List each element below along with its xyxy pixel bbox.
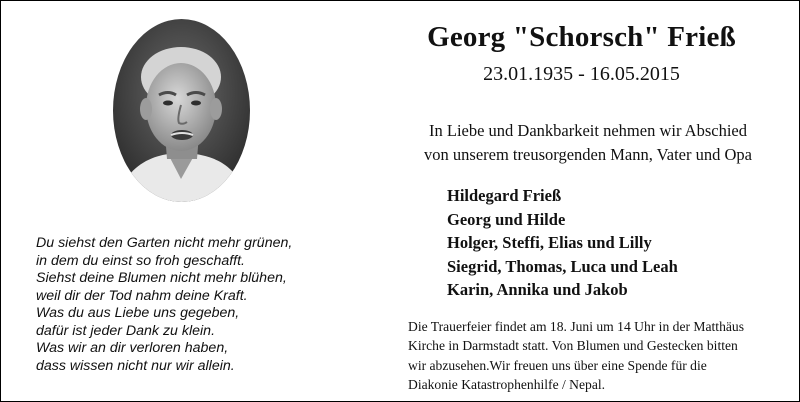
notice-line: Diakonie Katastrophenhilfe / Nepal. bbox=[408, 376, 606, 392]
notice-line: wir abzusehen.Wir freuen uns über eine Spende für die bbox=[408, 357, 707, 373]
mourners-list bbox=[447, 184, 678, 302]
portrait-photo bbox=[113, 19, 250, 202]
funeral-notice bbox=[408, 317, 798, 394]
poem-line: dass wissen nicht nur wir allein. bbox=[36, 357, 235, 374]
life-dates: 23.01.1935 - 16.05.2015 bbox=[483, 63, 680, 85]
farewell-line: In Liebe und Dankbarkeit nehmen wir Abschied bbox=[429, 121, 747, 140]
poem-line: Siehst deine Blumen nicht mehr blühen, bbox=[36, 270, 287, 286]
memorial-poem bbox=[36, 235, 336, 375]
mourner-entry: Holger, Steffi, Elias und Lilly bbox=[447, 233, 652, 252]
poem-line: Was du aus Liebe uns gegeben, bbox=[36, 305, 240, 321]
poem-line: Du siehst den Garten nicht mehr grünen, bbox=[36, 235, 293, 251]
poem-line: dafür ist jeder Dank zu klein. bbox=[36, 322, 216, 339]
poem-line: Was wir an dir verloren haben, bbox=[36, 340, 229, 356]
mourner-entry: Hildegard Frieß bbox=[447, 186, 562, 205]
mourner-entry: Karin, Annika und Jakob bbox=[447, 280, 628, 299]
deceased-name: Georg "Schorsch" Frieß bbox=[427, 21, 736, 53]
notice-line: Die Trauerfeier findet am 18. Juni um 14 Uhr in der Matthäus bbox=[408, 319, 745, 334]
farewell-line: von unserem treusorgenden Mann, Vater und Opa bbox=[424, 145, 752, 164]
poem-line: weil dir der Tod nahm deine Kraft. bbox=[36, 287, 248, 304]
mourner-entry: Georg und Hilde bbox=[447, 209, 566, 229]
mourner-entry: Siegrid, Thomas, Luca und Leah bbox=[447, 256, 678, 276]
farewell-text bbox=[393, 119, 783, 167]
poem-line: in dem du einst so froh geschafft. bbox=[36, 252, 245, 269]
notice-line: Kirche in Darmstadt statt. Von Blumen und Gestecken bitten bbox=[408, 338, 738, 354]
